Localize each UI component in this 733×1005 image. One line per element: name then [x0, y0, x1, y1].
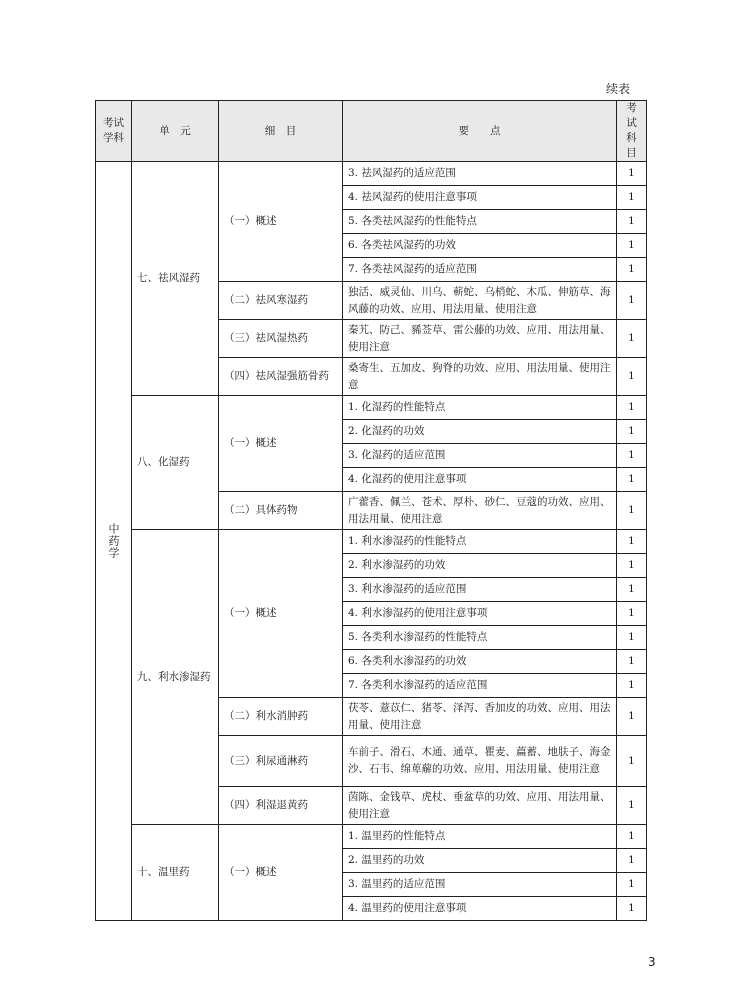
point-cell: 2. 温里药的功效	[343, 849, 617, 873]
level-cell: 1	[617, 554, 647, 578]
item-cell: （二）祛风寒湿药	[219, 282, 343, 320]
continued-label: 续表	[606, 82, 631, 96]
unit-cell: 十、温里药	[132, 825, 219, 921]
level-cell: 1	[617, 787, 647, 825]
item-cell: （一）概述	[219, 162, 343, 282]
point-cell: 6. 各类利水渗湿药的功效	[343, 650, 617, 674]
item-cell: （一）概述	[219, 825, 343, 921]
point-cell: 4. 温里药的使用注意事项	[343, 897, 617, 921]
header-item: 细 目	[219, 101, 343, 162]
level-cell: 1	[617, 698, 647, 736]
point-cell: 3. 利水渗湿药的适应范围	[343, 578, 617, 602]
point-cell: 3. 祛风湿药的适应范围	[343, 162, 617, 186]
item-cell: （三）利尿通淋药	[219, 736, 343, 787]
point-cell: 6. 各类祛风湿药的功效	[343, 234, 617, 258]
syllabus-table	[95, 100, 647, 921]
level-cell: 1	[617, 825, 647, 849]
level-cell: 1	[617, 320, 647, 358]
level-cell: 1	[617, 210, 647, 234]
level-cell: 1	[617, 420, 647, 444]
table-row	[96, 162, 647, 186]
level-cell: 1	[617, 626, 647, 650]
header-points: 要 点	[343, 101, 617, 162]
level-cell: 1	[617, 578, 647, 602]
level-cell: 1	[617, 186, 647, 210]
page-number: 3	[648, 955, 656, 969]
level-cell: 1	[617, 396, 647, 420]
level-cell: 1	[617, 849, 647, 873]
point-cell: 1. 利水渗湿药的性能特点	[343, 530, 617, 554]
level-cell: 1	[617, 736, 647, 787]
point-cell: 4. 化湿药的使用注意事项	[343, 468, 617, 492]
point-cell: 2. 利水渗湿药的功效	[343, 554, 617, 578]
header-subject: 考试学科	[96, 101, 132, 162]
level-cell: 1	[617, 234, 647, 258]
point-cell: 5. 各类利水渗湿药的性能特点	[343, 626, 617, 650]
point-cell: 秦艽、防己、豨莶草、雷公藤的功效、应用、用法用量、使用注意	[343, 320, 617, 358]
unit-cell: 七、祛风湿药	[132, 162, 219, 396]
level-cell: 1	[617, 602, 647, 626]
point-cell: 7. 各类祛风湿药的适应范围	[343, 258, 617, 282]
level-cell: 1	[617, 282, 647, 320]
table-row	[96, 396, 647, 420]
item-cell: （四）利湿退黄药	[219, 787, 343, 825]
point-cell: 3. 化湿药的适应范围	[343, 444, 617, 468]
header-unit: 单 元	[132, 101, 219, 162]
level-cell: 1	[617, 650, 647, 674]
header-level: 考试科目	[617, 101, 647, 162]
table-row	[96, 530, 647, 554]
point-cell: 1. 温里药的性能特点	[343, 825, 617, 849]
level-cell: 1	[617, 492, 647, 530]
point-cell: 1. 化湿药的性能特点	[343, 396, 617, 420]
level-cell: 1	[617, 468, 647, 492]
item-cell: （三）祛风湿热药	[219, 320, 343, 358]
unit-cell: 八、化湿药	[132, 396, 219, 530]
unit-cell: 九、利水渗湿药	[132, 530, 219, 825]
level-cell: 1	[617, 897, 647, 921]
item-cell: （一）概述	[219, 396, 343, 492]
point-cell: 4. 利水渗湿药的使用注意事项	[343, 602, 617, 626]
subject-cell: 中药学	[96, 162, 132, 921]
point-cell: 车前子、滑石、木通、通草、瞿麦、萹蓄、地肤子、海金沙、石韦、绵萆薢的功效、应用、用法用量、使用注意	[343, 736, 617, 787]
level-cell: 1	[617, 873, 647, 897]
table-header-row	[96, 101, 647, 162]
point-cell: 茯苓、薏苡仁、猪苓、泽泻、香加皮的功效、应用、用法用量、使用注意	[343, 698, 617, 736]
point-cell: 2. 化湿药的功效	[343, 420, 617, 444]
point-cell: 5. 各类祛风湿药的性能特点	[343, 210, 617, 234]
item-cell: （二）利水消肿药	[219, 698, 343, 736]
level-cell: 1	[617, 530, 647, 554]
point-cell: 独活、威灵仙、川乌、蕲蛇、乌梢蛇、木瓜、伸筋草、海风藤的功效、应用、用法用量、使用注意	[343, 282, 617, 320]
level-cell: 1	[617, 444, 647, 468]
item-cell: （一）概述	[219, 530, 343, 698]
level-cell: 1	[617, 258, 647, 282]
point-cell: 3. 温里药的适应范围	[343, 873, 617, 897]
point-cell: 茵陈、金钱草、虎杖、垂盆草的功效、应用、用法用量、使用注意	[343, 787, 617, 825]
item-cell: （二）具体药物	[219, 492, 343, 530]
level-cell: 1	[617, 358, 647, 396]
table-row	[96, 825, 647, 849]
point-cell: 7. 各类利水渗湿药的适应范围	[343, 674, 617, 698]
item-cell: （四）祛风湿强筋骨药	[219, 358, 343, 396]
level-cell: 1	[617, 162, 647, 186]
point-cell: 4. 祛风湿药的使用注意事项	[343, 186, 617, 210]
level-cell: 1	[617, 674, 647, 698]
point-cell: 桑寄生、五加皮、狗脊的功效、应用、用法用量、使用注意	[343, 358, 617, 396]
point-cell: 广藿香、佩兰、苍术、厚朴、砂仁、豆蔻的功效、应用、用法用量、使用注意	[343, 492, 617, 530]
